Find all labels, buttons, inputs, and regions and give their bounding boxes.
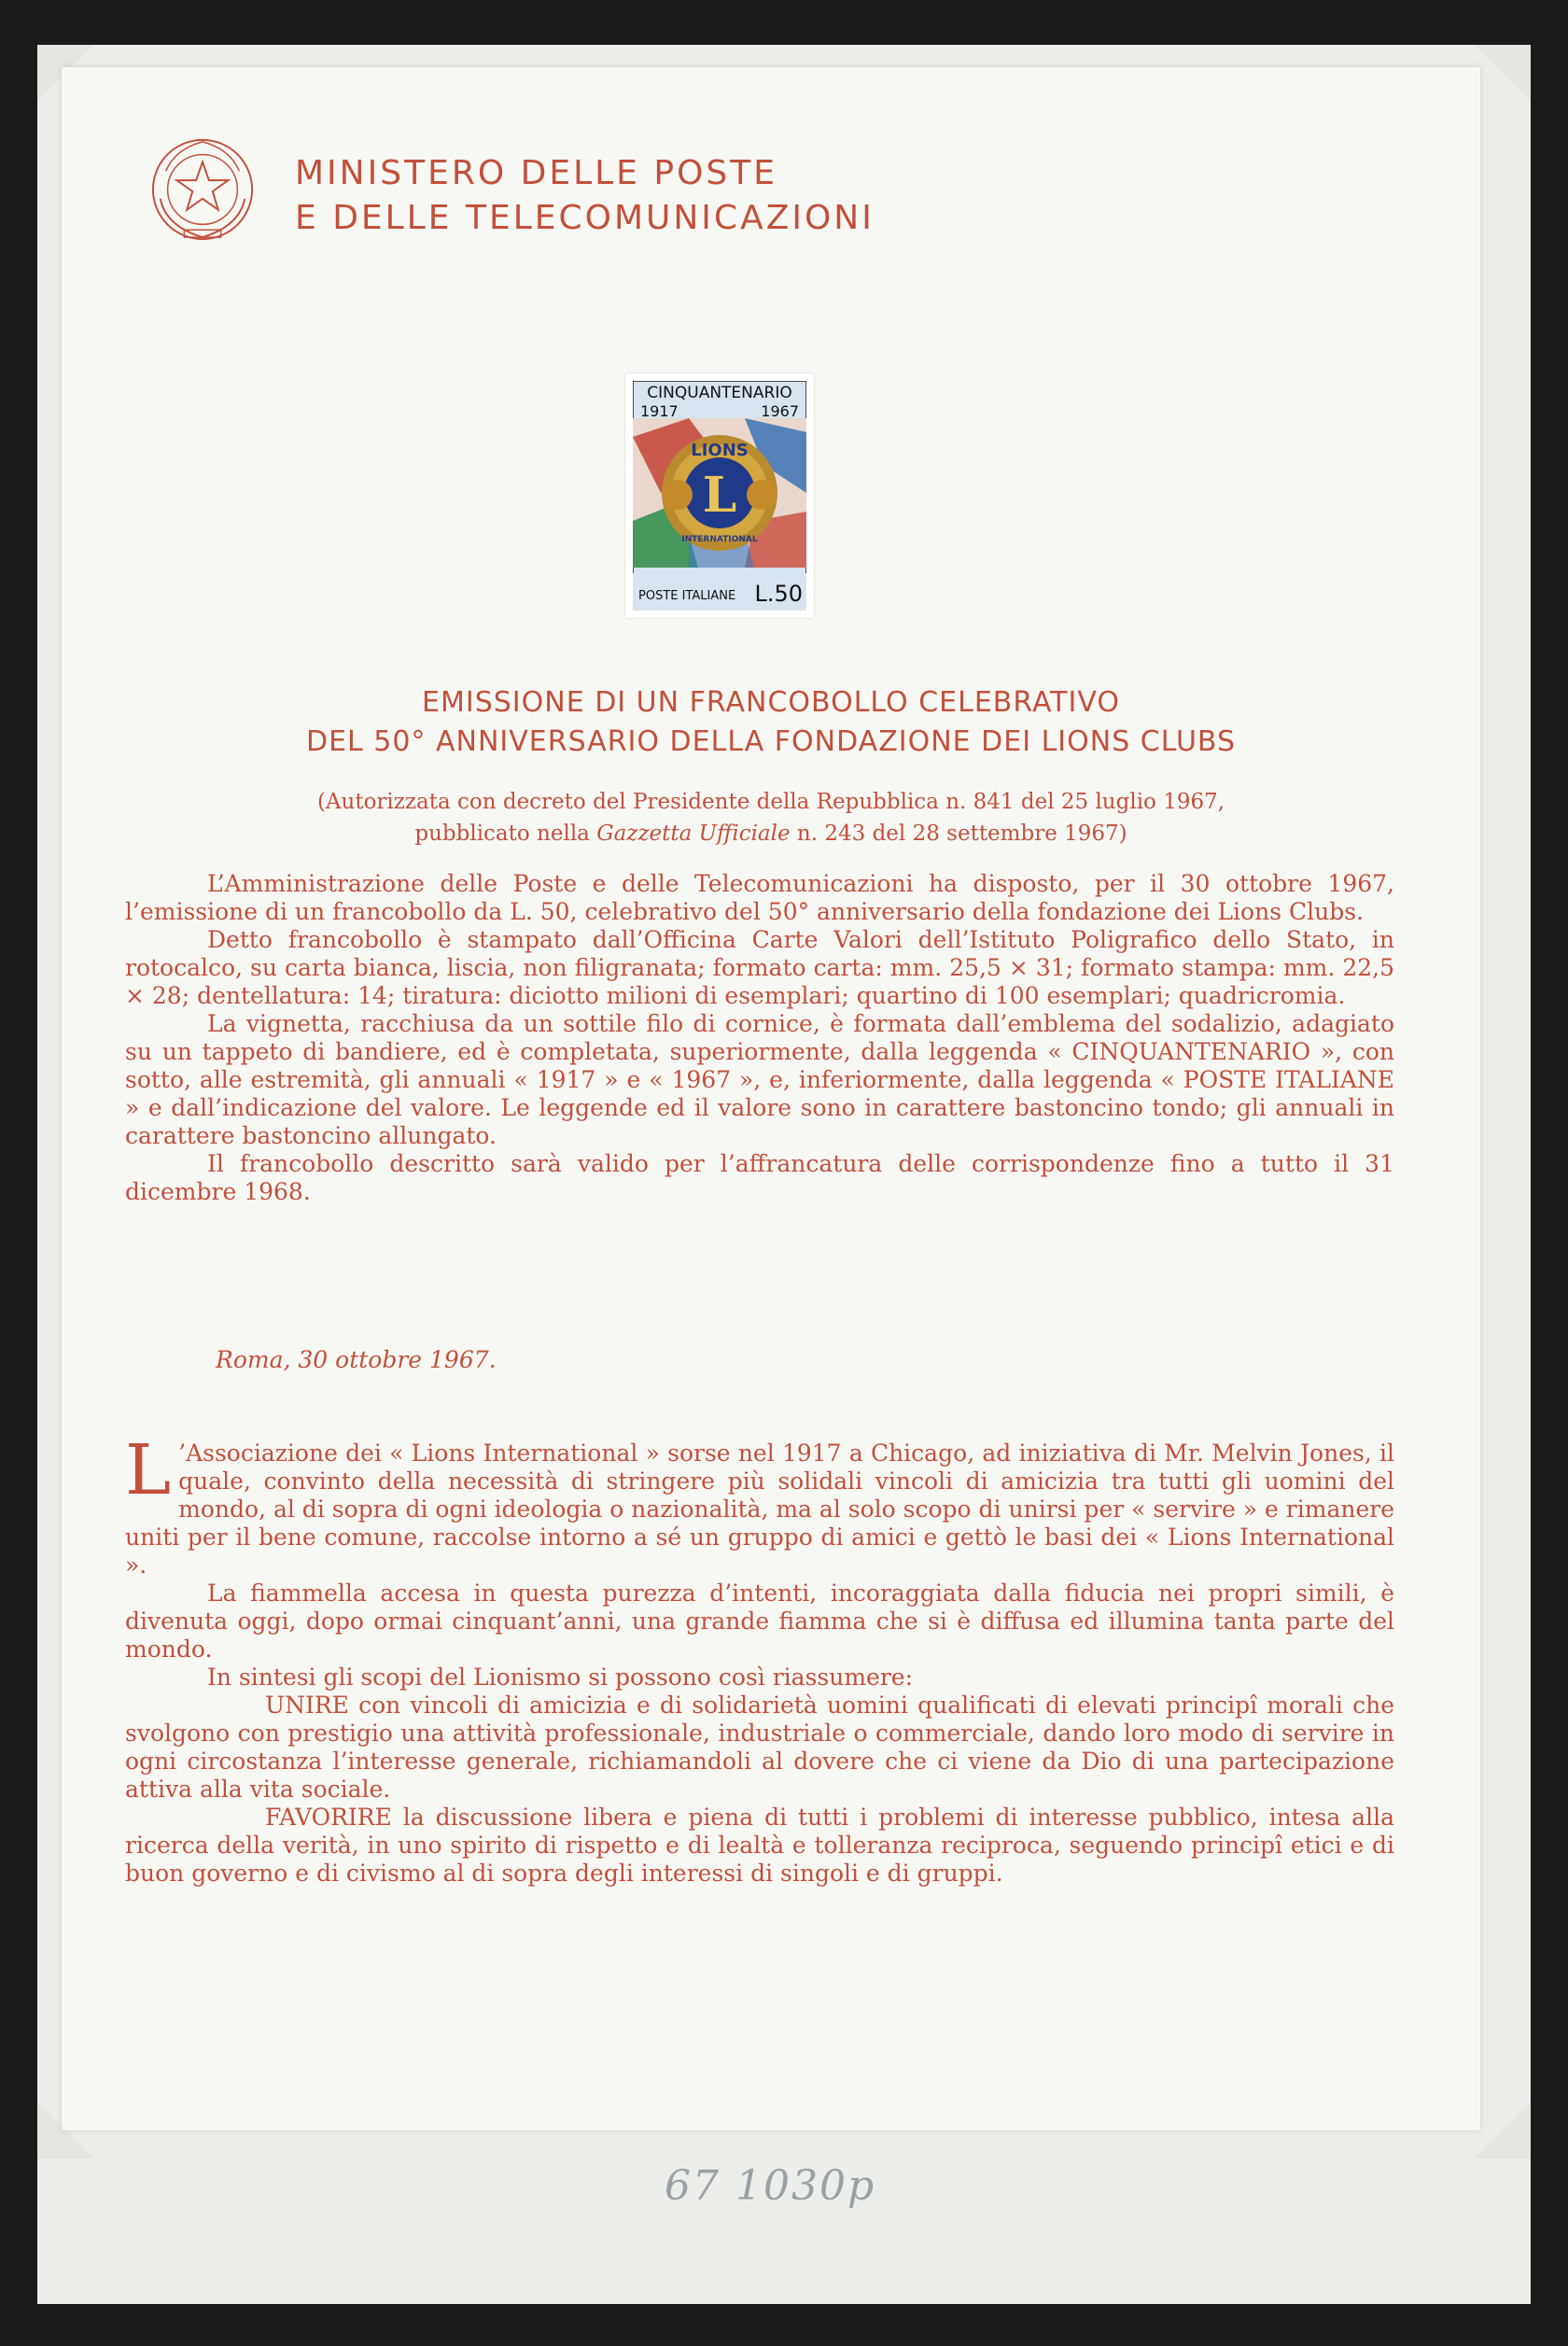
stamp-emblem-letter: L [702,467,737,524]
decree-paragraph-1: L’Amministrazione delle Poste e delle Telecomunicazioni ha disposto, per il 30 ottobre 1967, l’emissione di un francobollo da L. 50, celebrativo del 50° anniversario della fondazione dei Lions Clubs. [125,870,1394,925]
decree-text [125,870,1394,1206]
title-line-1: EMISSIONE DI UN FRANCOBOLLO CELEBRATIVO [422,686,1120,719]
authorization-line-1: (Autorizzata con decreto del Presidente della Repubblica n. 841 del 25 luglio 1967, [316,790,1225,814]
authorization-line-2 [202,818,1340,850]
stamp-year-right: 1967 [761,402,799,420]
lions-history-text [125,1430,1394,1888]
postage-stamp [625,373,814,618]
document-title [202,683,1340,762]
ministry-line-1: MINISTERO DELLE POSTE [295,154,778,192]
italian-republic-emblem-icon [147,134,258,245]
stamp-artwork [633,381,806,611]
stamp-top-text: CINQUANTENARIO [647,384,792,402]
lions-paragraph-1 [125,1430,1394,1580]
ministry-line-2: E DELLE TELECOMUNICAZIONI [295,199,875,237]
authorization-text: pubblicato nella [414,822,597,846]
lions-paragraph-1-text: ’Associazione dei « Lions International » sorse nel 1917 a Chicago, ad iniziativa di Mr. Melvin Jones, il quale, convinto della necessità di stringere più solidali vincoli di amicizia tra tutti gli uomini del mondo, al di sopra di ogni ideologia o nazionalità, ma al solo scopo di unirsi per « servire » e rimanere uniti per il bene comune, raccolse intorno a sé un gruppo di amici e gettò le basi dei « Lions International ». [125,1440,1394,1579]
bulletin-sheet [62,67,1480,2130]
lions-paragraph-4: UNIRE con vincoli di amicizia e di solidarietà uomini qualificati di elevati principî morali che svolgono con prestigio una attività professionale, industriale o commerciale, dando loro modo di servire in ogni circostanza l’interesse generale, richiamandoli al dovere che ci viene da Dio di una partecipazione attiva alla vita sociale. [125,1692,1394,1803]
lions-paragraph-5: FAVORIRE la discussione libera e piena di tutti i problemi di interesse pubblico, intesa alla ricerca della verità, in uno spirito di rispetto e di lealtà e tolleranza reciproca, seguendo principî etici e di buon governo e di civismo al di sopra degli interessi di singoli e di gruppi. [125,1804,1394,1887]
place-date-signature: Roma, 30 ottobre 1967. [216,1346,497,1373]
stamp-emblem-top: LIONS [691,441,749,460]
stamp-value: L.50 [754,581,803,607]
stamp-year-left: 1917 [640,402,679,420]
decree-paragraph-3: La vignetta, racchiusa da un sottile filo di cornice, è formata dall’emblema del sodalizio, adagiato su un tappeto di bandiere, ed è completata, superiormente, dalla leggenda « CINQUANTENARIO », con sotto, alle estremità, gli annuali « 1917 » e « 1967 », e, inferiormente, dalla leggenda « POSTE ITALIANE » e dall’indicazione del valore. Le leggende ed il valore sono in carattere bastoncino tondo; gli annuali in carattere bastoncino allungato. [125,1010,1394,1149]
lions-paragraph-3: In sintesi gli scopi del Lionismo si possono così riassumere: [207,1664,913,1691]
title-line-2: DEL 50° ANNIVERSARIO DELLA FONDAZIONE DEI LIONS CLUBS [306,725,1236,758]
authorization-note [202,786,1340,850]
lions-paragraph-2: La fiammella accesa in questa purezza d’intenti, incoraggiata dalla fiducia nei propri simili, è divenuta oggi, dopo ormai cinquant’anni, una grande fiamma che si è diffusa ed illumina tanta parte del mondo. [125,1580,1394,1663]
stamp-emblem-bottom: INTERNATIONAL [681,535,758,544]
ministry-heading [295,151,875,241]
gazette-name: Gazzetta Ufficiale [596,822,791,846]
pencil-note: 67 1030p [665,2162,876,2210]
authorization-text: n. 243 del 28 settembre 1967) [790,822,1127,846]
decree-paragraph-2: Detto francobollo è stampato dall’Officina Carte Valori dell’Istituto Poligrafico dello Stato, in rotocalco, su carta bianca, liscia, non filigranata; formato carta: mm. 25,5 × 31; formato stampa: mm. 22,5 × 28; dentellatura: 14; tiratura: diciotto milioni di esemplari; quartino di 100 esemplari; quadricromia. [125,926,1394,1009]
stamp-bottom-text: POSTE ITALIANE [638,589,736,603]
drop-cap: L [125,1430,172,1510]
decree-paragraph-4: Il francobollo descritto sarà valido per l’affrancatura delle corrispondenze fino a tutto il 31 dicembre 1968. [125,1150,1394,1205]
